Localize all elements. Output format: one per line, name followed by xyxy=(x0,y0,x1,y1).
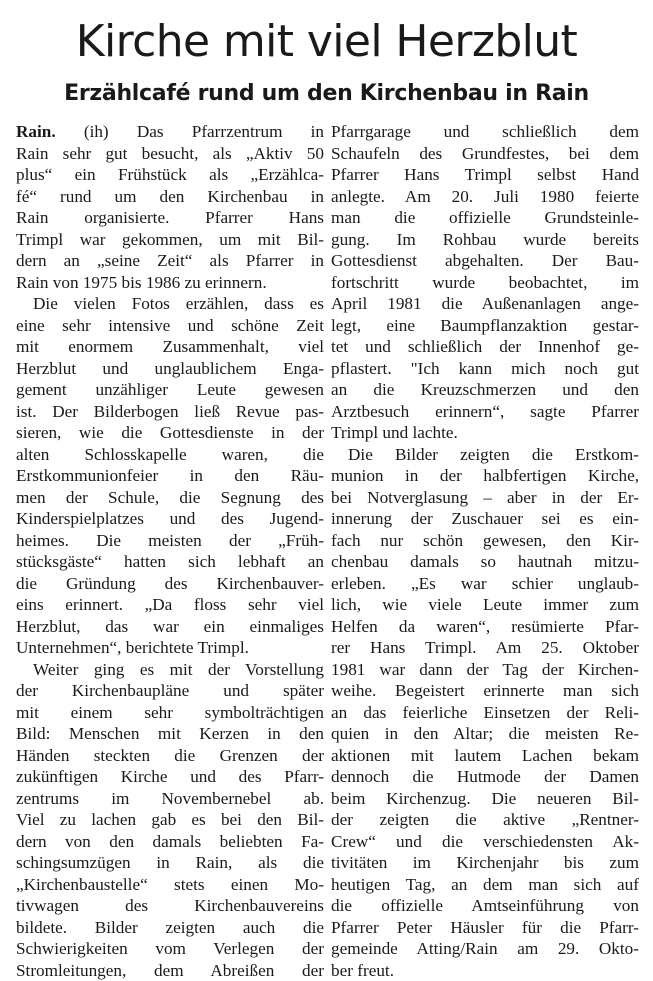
text-line-content: tivwagen des Kirchenbauvereins xyxy=(16,896,324,915)
text-line xyxy=(331,659,639,681)
text-line-content: anlegte. Am 20. Juli 1980 feierte xyxy=(331,187,639,206)
text-line xyxy=(331,616,639,638)
text-line xyxy=(331,336,639,358)
text-line xyxy=(331,465,639,487)
text-line xyxy=(16,530,324,552)
text-line-content: Die vielen Fotos erzählen, dass es xyxy=(33,294,324,313)
text-line-content: sieren, wie die Gottesdienste in der xyxy=(16,423,324,442)
text-line xyxy=(331,831,639,853)
text-line xyxy=(16,336,324,358)
text-line-content: chenbau damals so hautnah mitzu- xyxy=(331,552,639,571)
text-line xyxy=(16,702,324,724)
text-line xyxy=(16,852,324,874)
text-line-content: bei Notverglasung – aber in der Er- xyxy=(331,488,639,507)
text-line xyxy=(16,594,324,616)
text-line xyxy=(16,637,324,659)
text-line-content: alten Schlosskapelle waren, die xyxy=(16,445,324,464)
text-line-content: ist. Der Bilderbogen ließ Revue pas- xyxy=(16,402,324,421)
text-line xyxy=(331,379,639,401)
text-line-content: Pfarrgarage und schließlich dem xyxy=(331,122,639,141)
text-line xyxy=(331,551,639,573)
text-line xyxy=(16,874,324,896)
text-line xyxy=(331,788,639,810)
text-line xyxy=(16,938,324,960)
text-line xyxy=(331,508,639,530)
text-line xyxy=(16,250,324,272)
text-line-content: gung. Im Rohbau wurde bereits xyxy=(331,230,639,249)
text-line-content: Unternehmen“, berichtete Trimpl. xyxy=(16,638,249,657)
text-line-content: mit einem sehr symbolträchtigen xyxy=(16,703,324,722)
text-line xyxy=(331,272,639,294)
text-line xyxy=(331,874,639,896)
text-line xyxy=(16,186,324,208)
text-line xyxy=(331,702,639,724)
text-line-content: zukünftigen Kirche und des Pfarr- xyxy=(16,767,324,786)
text-line-content: dennoch die Hutmode der Damen xyxy=(331,767,639,786)
text-line xyxy=(331,293,639,315)
text-line-content: dern an „seine Zeit“ als Pfarrer in xyxy=(16,251,324,270)
text-line xyxy=(16,121,324,143)
text-line xyxy=(331,637,639,659)
text-line-content: Crew“ und die verschiedensten Ak- xyxy=(331,832,639,851)
text-line-content: Bild: Menschen mit Kerzen in den xyxy=(16,724,324,743)
text-line-content: heimes. Die meisten der „Früh- xyxy=(16,531,324,550)
text-line xyxy=(16,745,324,767)
text-line-content: Gottesdienst abgehalten. Der Bau- xyxy=(331,251,639,270)
text-line xyxy=(331,121,639,143)
text-line-content: Schwierigkeiten vom Verlegen der xyxy=(16,939,324,958)
text-line xyxy=(16,960,324,981)
text-line-content: eins erinnert. „Da floss sehr viel xyxy=(16,595,324,614)
text-line xyxy=(331,852,639,874)
text-line xyxy=(331,530,639,552)
text-line xyxy=(16,788,324,810)
text-line-content: der Kirchenbaupläne und später xyxy=(16,681,324,700)
text-line xyxy=(331,809,639,831)
text-line xyxy=(16,766,324,788)
text-line xyxy=(16,272,324,294)
text-line xyxy=(331,143,639,165)
text-line xyxy=(16,487,324,509)
text-line xyxy=(331,250,639,272)
text-line-content: quien in den Altar; die meisten Re- xyxy=(331,724,639,743)
text-line-content: Trimpl war gekommen, um mit Bil- xyxy=(16,230,324,249)
text-line xyxy=(16,444,324,466)
text-line-content: schingsumzügen in Rain, als die xyxy=(16,853,324,872)
text-line-content: fach nur schön gewesen, den Kir- xyxy=(331,531,639,550)
text-line-content: die offizielle Amtseinführung von xyxy=(331,896,639,915)
text-line-content: gemeinde Atting/Rain am 29. Okto- xyxy=(331,939,639,958)
text-line xyxy=(16,293,324,315)
text-line-content: an das feierliche Einsetzen der Reli- xyxy=(331,703,639,722)
text-line-content: man die offizielle Grundsteinle- xyxy=(331,208,639,227)
text-line-content: Arztbesuch erinnern“, sagte Pfarrer xyxy=(331,402,639,421)
text-line xyxy=(16,917,324,939)
text-line-content: Rain sehr gut besucht, als „Aktiv 50 xyxy=(16,144,324,163)
text-line xyxy=(16,508,324,530)
text-line-content: die Gründung des Kirchenbauver- xyxy=(16,574,324,593)
text-line xyxy=(16,315,324,337)
text-line-content: Pfarrer Hans Trimpl selbst Hand xyxy=(331,165,639,184)
text-line-content: rer Hans Trimpl. Am 25. Oktober xyxy=(331,638,639,657)
text-line xyxy=(331,895,639,917)
text-line-content: April 1981 die Außenanlagen ange- xyxy=(331,294,639,313)
text-line-content: Rain von 1975 bis 1986 zu erinnern. xyxy=(16,273,267,292)
text-line-content: legt, eine Baumpflanzaktion gestar- xyxy=(331,316,639,335)
article-column-right xyxy=(331,121,639,981)
text-line-content: an die Kreuzschmerzen und den xyxy=(331,380,639,399)
text-line xyxy=(331,315,639,337)
text-line xyxy=(16,229,324,251)
text-line-content: Händen steckten die Grenzen der xyxy=(16,746,324,765)
text-line-content: beim Kirchenzug. Die neueren Bil- xyxy=(331,789,639,808)
text-line-content: fortschritt wurde beobachtet, im xyxy=(331,273,639,292)
text-line xyxy=(16,895,324,917)
subheadline: Erzählcafé rund um den Kirchenbau in Rain xyxy=(0,78,653,110)
text-line xyxy=(16,616,324,638)
text-line-content: tet und schließlich der Innenhof ge- xyxy=(331,337,639,356)
text-line-content: eine sehr intensive und schöne Zeit xyxy=(16,316,324,335)
text-line-content: dern von den damals beliebten Fa- xyxy=(16,832,324,851)
text-line xyxy=(16,465,324,487)
text-line-content: Herzblut, das war ein einmaliges xyxy=(16,617,324,636)
text-line-content: Erstkommunionfeier in den Räu- xyxy=(16,466,324,485)
text-line-content: Stromleitungen, dem Abreißen der xyxy=(16,961,324,980)
dateline: Rain. xyxy=(16,122,56,141)
text-line-content: 1981 war dann der Tag der Kirchen- xyxy=(331,660,639,679)
text-line-content: Herzblut und unglaublichem Enga- xyxy=(16,359,324,378)
text-line-content: Helfen da waren“, resümierte Pfar- xyxy=(331,617,639,636)
text-line-content: bildete. Bilder zeigten auch die xyxy=(16,918,324,937)
text-line xyxy=(331,573,639,595)
text-line-content: lich, wie viele Leute immer zum xyxy=(331,595,639,614)
text-line-content: Schaufeln des Grundfestes, bei dem xyxy=(331,144,639,163)
text-line-content: Trimpl und lachte. xyxy=(331,423,458,442)
text-line-content: ber freut. xyxy=(331,961,394,980)
text-line-content: (ih) Das Pfarrzentrum in xyxy=(84,122,324,141)
text-line-content: munion in der halbfertigen Kirche, xyxy=(331,466,639,485)
text-line xyxy=(331,745,639,767)
text-line-content: stücksgäste“ hatten sich lebhaft an xyxy=(16,552,324,571)
text-line-content: Kinderspielplatzes und des Jugend- xyxy=(16,509,324,528)
text-line xyxy=(16,551,324,573)
text-line-content: men der Schule, die Segnung des xyxy=(16,488,324,507)
text-line-content: gement unzähliger Leute gewesen xyxy=(16,380,324,399)
text-line xyxy=(331,186,639,208)
text-line xyxy=(331,917,639,939)
text-line-content: zentrums im Novembernebel ab. xyxy=(16,789,324,808)
text-line xyxy=(331,358,639,380)
text-line xyxy=(331,422,639,444)
text-line xyxy=(16,573,324,595)
text-line xyxy=(16,143,324,165)
text-line xyxy=(331,723,639,745)
text-line xyxy=(331,960,639,981)
text-line xyxy=(331,487,639,509)
text-line xyxy=(16,659,324,681)
text-line-content: fé“ rund um den Kirchenbau in xyxy=(16,187,324,206)
text-line-content: Rain organisierte. Pfarrer Hans xyxy=(16,208,324,227)
text-line xyxy=(16,831,324,853)
text-line-content: mit enormem Zusammenhalt, viel xyxy=(16,337,324,356)
text-line-content: der zeigten die aktive „Rentner- xyxy=(331,810,639,829)
text-line-content: Die Bilder zeigten die Erstkom- xyxy=(348,445,639,464)
text-line xyxy=(331,229,639,251)
text-line xyxy=(331,938,639,960)
headline: Kirche mit viel Herzblut xyxy=(0,12,653,72)
text-line-content: Viel zu lachen gab es bei den Bil- xyxy=(16,810,324,829)
article-column-left xyxy=(16,121,324,981)
text-line xyxy=(331,766,639,788)
text-line xyxy=(16,680,324,702)
text-line xyxy=(16,379,324,401)
text-line xyxy=(331,401,639,423)
text-line xyxy=(331,164,639,186)
text-line-content: „Kirchenbaustelle“ stets einen Mo- xyxy=(16,875,324,894)
text-line-content: aktionen mit lautem Lachen bekam xyxy=(331,746,639,765)
text-line xyxy=(331,444,639,466)
text-line-content: innerung der Zuschauer sei es ein- xyxy=(331,509,639,528)
text-line xyxy=(16,401,324,423)
text-line xyxy=(16,358,324,380)
text-line xyxy=(16,723,324,745)
text-line xyxy=(16,207,324,229)
text-line-content: erleben. „Es war schier unglaub- xyxy=(331,574,639,593)
text-line xyxy=(16,164,324,186)
text-line-content: plus“ ein Frühstück als „Erzählca- xyxy=(16,165,324,184)
text-line-content: Pfarrer Peter Häusler für die Pfarr- xyxy=(331,918,639,937)
text-line xyxy=(16,809,324,831)
text-line-content: heutigen Tag, an dem man sich auf xyxy=(331,875,639,894)
text-line-content: tivitäten im Kirchenjahr bis zum xyxy=(331,853,639,872)
text-line-content: Weiter ging es mit der Vorstellung xyxy=(33,660,324,679)
text-line xyxy=(16,422,324,444)
text-line xyxy=(331,207,639,229)
text-line-content: pflastert. "Ich kann mich noch gut xyxy=(331,359,639,378)
text-line-content: weihe. Begeistert erinnerte man sich xyxy=(331,681,639,700)
text-line xyxy=(331,594,639,616)
text-line xyxy=(331,680,639,702)
